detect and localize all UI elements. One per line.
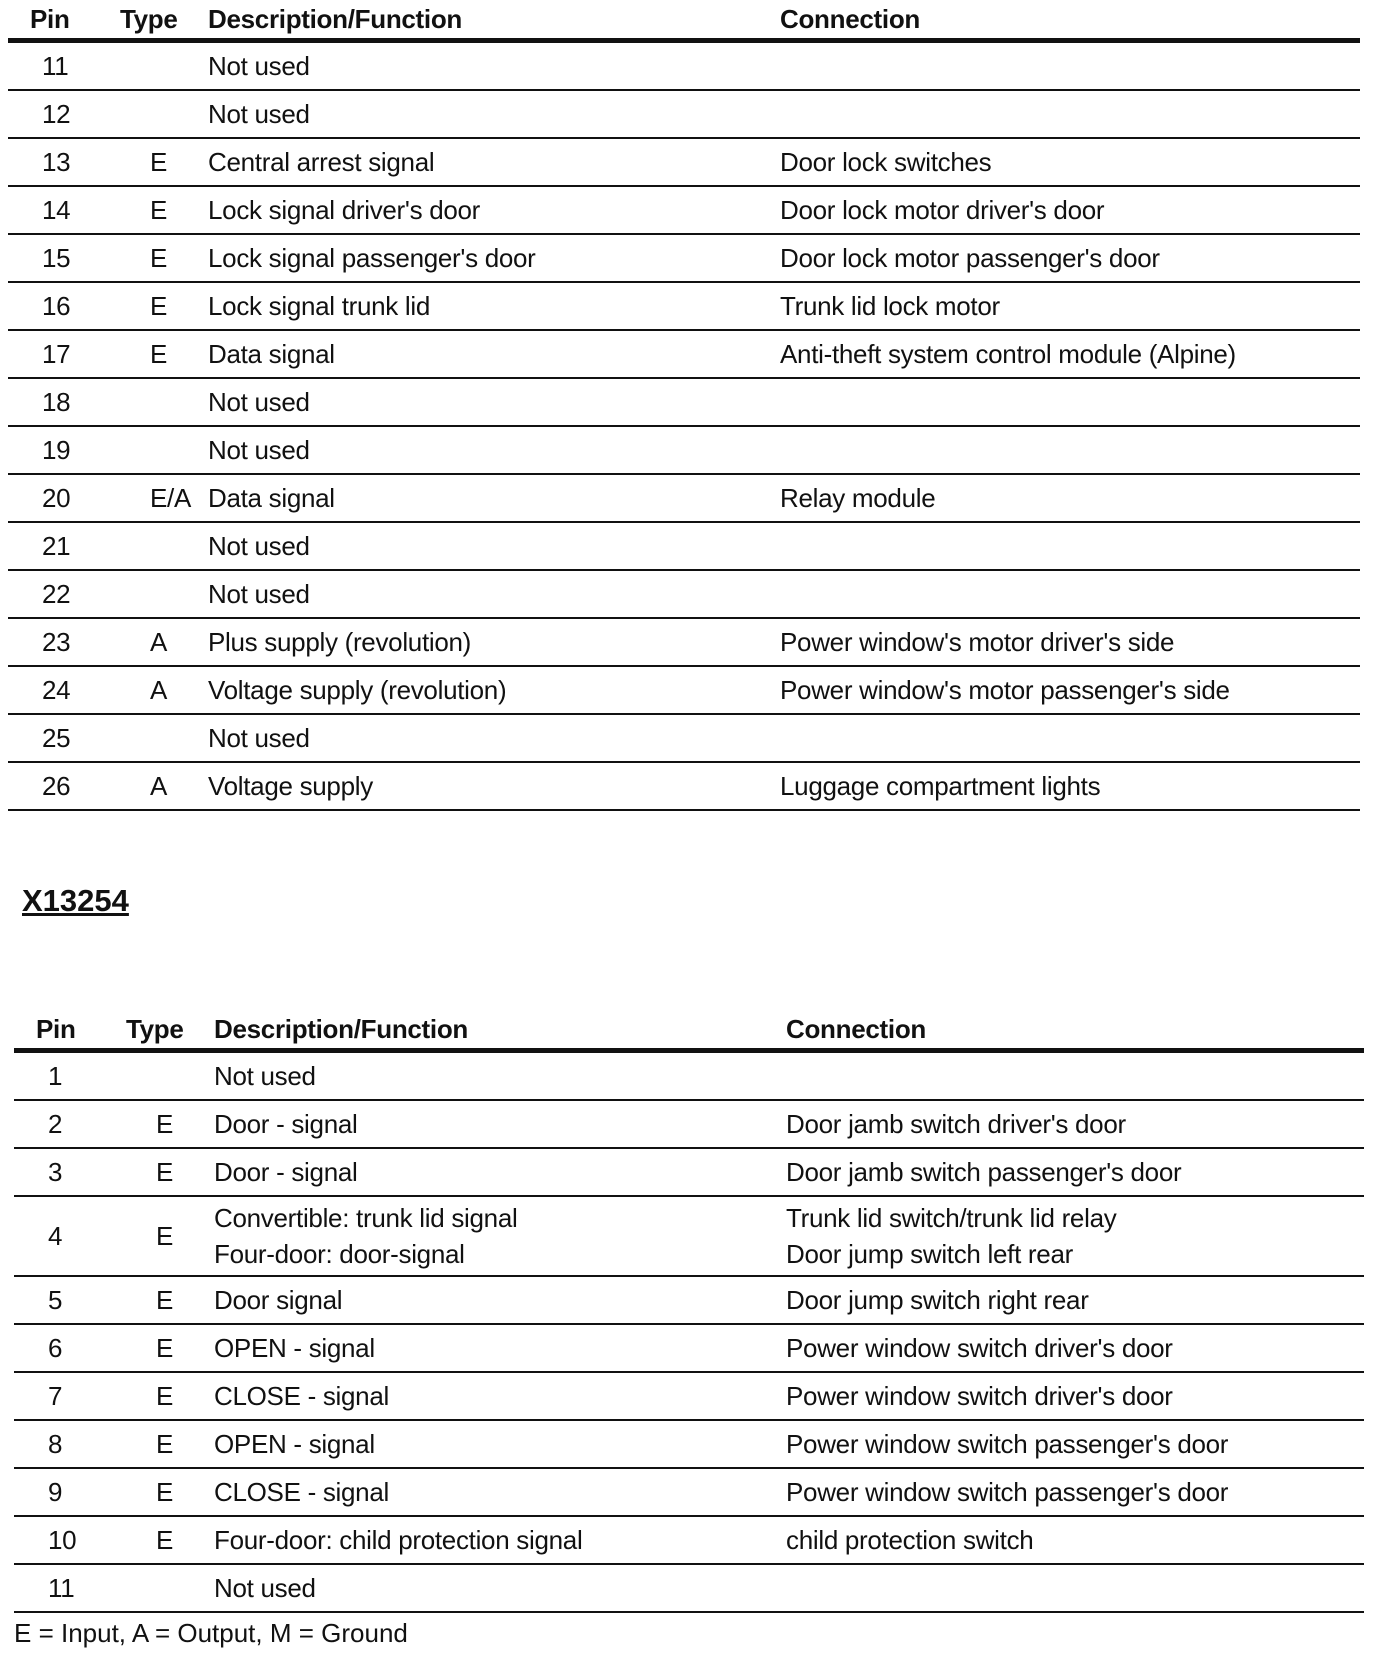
table-row (8, 378, 1360, 426)
description-cell-text: Not used (208, 722, 310, 753)
pin-cell (8, 522, 120, 570)
connection-cell (780, 666, 1360, 714)
pin-cell (14, 1468, 126, 1516)
type-cell (126, 1420, 214, 1468)
header-type: Type (126, 1013, 184, 1044)
type-cell (120, 714, 208, 762)
pin-cell (8, 426, 120, 474)
pin-table-1 (8, 0, 1360, 811)
header-connection: Connection (780, 3, 920, 34)
legend-text: E = Input, A = Output, M = Ground (14, 1618, 408, 1648)
connection-cell (786, 1516, 1364, 1564)
table-row (14, 1324, 1364, 1372)
description-cell (208, 282, 780, 330)
type-cell (126, 1516, 214, 1564)
header-description: Description/Function (208, 3, 463, 34)
pin-cell (14, 1324, 126, 1372)
description-cell-text-line-2: Four-door: door-signal (214, 1239, 465, 1269)
description-cell (208, 618, 780, 666)
description-cell (208, 186, 780, 234)
pin-cell (8, 282, 120, 330)
table-row (8, 474, 1360, 522)
type-cell (120, 138, 208, 186)
connection-cell (780, 90, 1360, 138)
description-cell (214, 1148, 786, 1196)
description-cell (208, 474, 780, 522)
pin-cell (14, 1516, 126, 1564)
type-cell (120, 522, 208, 570)
pin-cell (8, 186, 120, 234)
description-cell-text: Data signal (208, 338, 335, 369)
description-cell-text: Voltage supply (revolution) (208, 674, 507, 705)
connection-cell (780, 762, 1360, 810)
connection-cell (786, 1276, 1364, 1324)
table-row (8, 186, 1360, 234)
description-cell-text: Central arrest signal (208, 146, 435, 177)
type-cell-text: E (156, 1284, 174, 1315)
table-row (14, 1100, 1364, 1148)
connection-cell-text: Power window switch driver's door (786, 1380, 1173, 1411)
pin-cell (14, 1372, 126, 1420)
type-cell (126, 1564, 214, 1612)
pin-cell-text: 10 (48, 1524, 77, 1555)
type-cell (120, 570, 208, 618)
pin-cell (14, 1420, 126, 1468)
pin-cell-text: 20 (42, 482, 71, 513)
pin-cell-text: 13 (42, 146, 71, 177)
type-cell (126, 1148, 214, 1196)
pin-cell (8, 90, 120, 138)
description-cell (208, 90, 780, 138)
pin-cell (8, 666, 120, 714)
table-row (14, 1564, 1364, 1612)
pin-cell-text: 21 (42, 530, 71, 561)
description-cell (208, 41, 780, 91)
pin-cell (8, 41, 120, 91)
type-cell-text: E (150, 338, 168, 369)
pin-cell-text: 4 (48, 1221, 63, 1251)
connection-cell-text: Door lock motor driver's door (780, 194, 1105, 225)
header-pin: Pin (36, 1013, 76, 1044)
description-cell-text: Voltage supply (208, 770, 373, 801)
connection-cell-text-line-2: Door jump switch left rear (786, 1239, 1073, 1269)
table-header-row (8, 0, 1360, 41)
type-cell (126, 1276, 214, 1324)
pin-cell-text: 17 (42, 338, 71, 369)
type-cell-text: E/A (150, 482, 192, 513)
connection-cell (780, 378, 1360, 426)
pin-table-2-body (14, 1051, 1364, 1613)
description-cell (208, 330, 780, 378)
type-cell-text: E (150, 290, 168, 321)
type-cell (126, 1196, 214, 1276)
pin-cell-text: 12 (42, 98, 71, 129)
pin-cell (8, 618, 120, 666)
connection-cell (780, 714, 1360, 762)
table-row (14, 1420, 1364, 1468)
description-cell-text: Lock signal passenger's door (208, 242, 536, 273)
table-row (8, 90, 1360, 138)
description-cell (208, 570, 780, 618)
connection-cell (786, 1420, 1364, 1468)
pin-cell (8, 378, 120, 426)
type-cell-text: A (150, 626, 168, 657)
connection-cell-text: Door jamb switch driver's door (786, 1108, 1126, 1139)
pin-cell-text: 11 (48, 1572, 75, 1603)
pin-cell-text: 22 (42, 578, 71, 609)
description-cell (214, 1324, 786, 1372)
description-cell (208, 714, 780, 762)
connection-cell (786, 1148, 1364, 1196)
table-row (14, 1372, 1364, 1420)
table-row (8, 234, 1360, 282)
connection-cell (786, 1372, 1364, 1420)
type-cell (126, 1051, 214, 1101)
pin-table-1-body (8, 41, 1360, 811)
description-cell (208, 762, 780, 810)
connection-cell-text: Trunk lid switch/trunk lid relay (786, 1203, 1117, 1233)
connection-cell-text: Luggage compartment lights (780, 770, 1101, 801)
pin-cell (8, 234, 120, 282)
connector-title: X13254 (22, 883, 129, 918)
pin-cell-text: 23 (42, 626, 71, 657)
pin-cell-text: 25 (42, 722, 71, 753)
description-cell-text: Data signal (208, 482, 335, 513)
description-cell (208, 378, 780, 426)
type-cell-text: E (156, 1332, 174, 1363)
pin-cell-text: 6 (48, 1332, 63, 1363)
description-cell (214, 1100, 786, 1148)
type-cell-text: A (150, 674, 168, 705)
type-cell-text: E (150, 242, 168, 273)
table-row (14, 1516, 1364, 1564)
description-cell (214, 1468, 786, 1516)
pin-cell (8, 570, 120, 618)
connection-cell (780, 330, 1360, 378)
type-cell-text: E (156, 1524, 174, 1555)
description-cell-text: OPEN - signal (214, 1332, 375, 1363)
type-cell (120, 618, 208, 666)
connection-cell-text: Door lock switches (780, 146, 992, 177)
description-cell (214, 1196, 786, 1276)
connection-cell (780, 426, 1360, 474)
description-cell (208, 522, 780, 570)
connection-cell-text: child protection switch (786, 1524, 1034, 1555)
type-cell (120, 234, 208, 282)
header-description: Description/Function (214, 1013, 469, 1044)
type-cell (120, 282, 208, 330)
pin-cell (8, 762, 120, 810)
connection-cell-text: Power window's motor passenger's side (780, 674, 1230, 705)
type-cell (120, 474, 208, 522)
table-row (8, 330, 1360, 378)
connection-cell-text: Power window switch passenger's door (786, 1476, 1229, 1507)
connection-cell-text: Trunk lid lock motor (780, 290, 1000, 321)
type-cell-text: E (156, 1428, 174, 1459)
description-cell (208, 234, 780, 282)
type-cell (120, 186, 208, 234)
type-cell (126, 1324, 214, 1372)
description-cell-text: Not used (208, 578, 310, 609)
connection-cell (786, 1051, 1364, 1101)
description-cell-text: Not used (208, 98, 310, 129)
type-cell (126, 1468, 214, 1516)
type-cell (120, 90, 208, 138)
type-cell (120, 378, 208, 426)
connection-cell-text: Anti-theft system control module (Alpine) (780, 338, 1236, 369)
connection-cell-text: Door jump switch right rear (786, 1284, 1089, 1315)
connection-cell-text: Relay module (780, 482, 936, 513)
connection-cell (780, 186, 1360, 234)
type-cell-text: E (156, 1221, 174, 1251)
description-cell-text: Not used (214, 1060, 316, 1091)
connection-cell (780, 618, 1360, 666)
table-header-row (14, 1010, 1364, 1051)
header-pin: Pin (30, 3, 70, 34)
connection-cell-text: Power window switch passenger's door (786, 1428, 1229, 1459)
description-cell (214, 1420, 786, 1468)
pin-cell-text: 18 (42, 386, 71, 417)
pin-cell-text: 11 (42, 50, 69, 81)
type-cell (120, 330, 208, 378)
type-cell (126, 1372, 214, 1420)
type-cell-text: E (150, 194, 168, 225)
pin-cell (14, 1148, 126, 1196)
connection-cell (780, 41, 1360, 91)
pin-cell-text: 5 (48, 1284, 63, 1315)
description-cell-text: Door - signal (214, 1156, 358, 1187)
type-cell (120, 762, 208, 810)
type-cell-text: A (150, 770, 168, 801)
description-cell-text: OPEN - signal (214, 1428, 375, 1459)
table-row (14, 1196, 1364, 1276)
pin-cell-text: 19 (42, 434, 71, 465)
connection-cell (780, 474, 1360, 522)
connection-cell (786, 1324, 1364, 1372)
description-cell-text: CLOSE - signal (214, 1476, 389, 1507)
connection-cell (786, 1196, 1364, 1276)
pin-cell (14, 1100, 126, 1148)
pin-cell-text: 7 (48, 1380, 63, 1411)
description-cell-text: Lock signal driver's door (208, 194, 481, 225)
connection-cell-text: Power window switch driver's door (786, 1332, 1173, 1363)
description-cell (208, 138, 780, 186)
connection-cell (780, 138, 1360, 186)
type-cell-text: E (156, 1380, 174, 1411)
description-cell-text: Convertible: trunk lid signal (214, 1203, 518, 1233)
table-row (8, 666, 1360, 714)
pin-cell-text: 2 (48, 1108, 63, 1139)
table-row (8, 714, 1360, 762)
pin-cell (14, 1276, 126, 1324)
header-type: Type (120, 3, 178, 34)
description-cell (214, 1564, 786, 1612)
table-row (8, 426, 1360, 474)
type-cell-text: E (156, 1156, 174, 1187)
type-cell (126, 1100, 214, 1148)
description-cell-text: Lock signal trunk lid (208, 290, 431, 321)
pin-cell-text: 16 (42, 290, 71, 321)
connection-cell (780, 522, 1360, 570)
description-cell (214, 1051, 786, 1101)
description-cell (208, 666, 780, 714)
table-row (8, 282, 1360, 330)
table-row (8, 618, 1360, 666)
pin-cell-text: 26 (42, 770, 71, 801)
type-cell-text: E (156, 1108, 174, 1139)
pin-cell (14, 1051, 126, 1101)
type-cell-text: E (156, 1476, 174, 1507)
table-row (8, 762, 1360, 810)
connection-cell (780, 234, 1360, 282)
pin-cell-text: 14 (42, 194, 71, 225)
description-cell-text: Four-door: child protection signal (214, 1524, 583, 1555)
type-cell (120, 666, 208, 714)
pin-cell (14, 1564, 126, 1612)
connection-cell-text: Door jamb switch passenger's door (786, 1156, 1182, 1187)
table-row (14, 1276, 1364, 1324)
pin-cell-text: 15 (42, 242, 71, 273)
pin-cell-text: 9 (48, 1476, 63, 1507)
connection-cell-text: Power window's motor driver's side (780, 626, 1175, 657)
description-cell (214, 1276, 786, 1324)
connection-cell (786, 1564, 1364, 1612)
connection-cell (786, 1100, 1364, 1148)
table-row (8, 522, 1360, 570)
description-cell (214, 1516, 786, 1564)
description-cell (214, 1372, 786, 1420)
pin-cell (8, 474, 120, 522)
connection-cell-text: Door lock motor passenger's door (780, 242, 1160, 273)
table-row (8, 41, 1360, 91)
pin-cell (14, 1196, 126, 1276)
pin-cell-text: 1 (48, 1060, 63, 1091)
description-cell-text: Plus supply (revolution) (208, 626, 472, 657)
connection-cell (786, 1468, 1364, 1516)
pin-cell (8, 138, 120, 186)
pin-cell-text: 8 (48, 1428, 63, 1459)
pin-cell-text: 24 (42, 674, 71, 705)
type-cell (120, 41, 208, 91)
description-cell-text: CLOSE - signal (214, 1380, 389, 1411)
table-row (14, 1148, 1364, 1196)
type-cell-text: E (150, 146, 168, 177)
connection-cell (780, 282, 1360, 330)
description-cell-text: Not used (208, 530, 310, 561)
pin-cell (8, 714, 120, 762)
pin-table-2 (14, 1010, 1364, 1613)
connection-cell (780, 570, 1360, 618)
description-cell-text: Not used (208, 386, 310, 417)
table-row (14, 1468, 1364, 1516)
description-cell-text: Door signal (214, 1284, 343, 1315)
type-cell (120, 426, 208, 474)
pin-cell (8, 330, 120, 378)
description-cell-text: Not used (208, 50, 310, 81)
description-cell-text: Not used (208, 434, 310, 465)
description-cell-text: Not used (214, 1572, 316, 1603)
table-row (8, 138, 1360, 186)
description-cell (208, 426, 780, 474)
table-row (14, 1051, 1364, 1101)
header-connection: Connection (786, 1013, 926, 1044)
table-row (8, 570, 1360, 618)
description-cell-text: Door - signal (214, 1108, 358, 1139)
pin-cell-text: 3 (48, 1156, 63, 1187)
